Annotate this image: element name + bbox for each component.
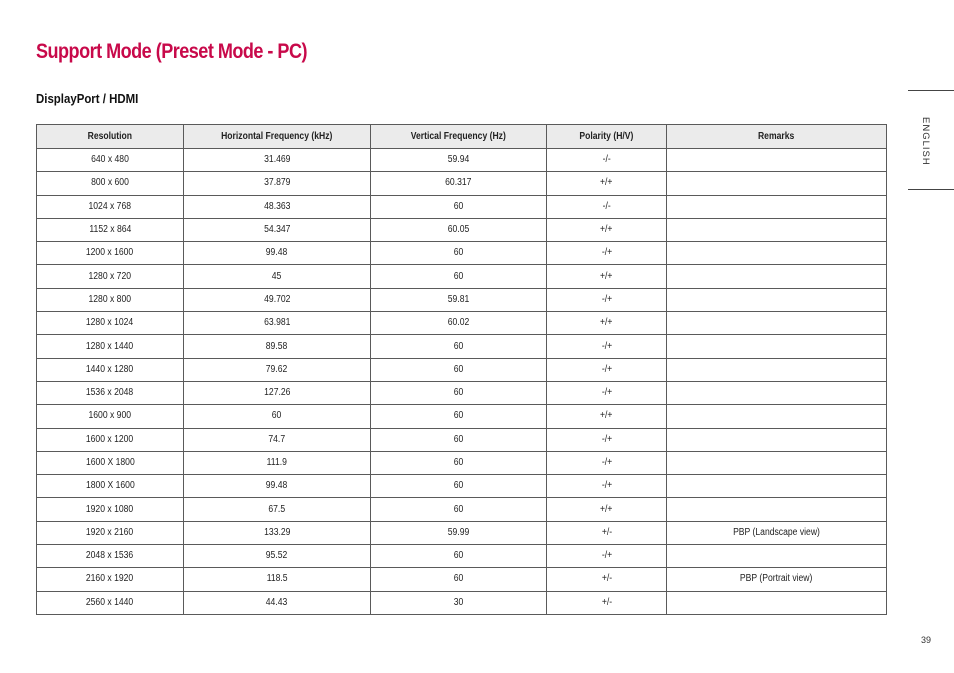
cell-remarks bbox=[667, 381, 887, 404]
cell-resolution: 1280 x 720 bbox=[37, 265, 184, 288]
table-row bbox=[37, 265, 887, 288]
cell-horizontal-frequency: 49.702 bbox=[184, 288, 371, 311]
table-row bbox=[37, 545, 887, 568]
table-row bbox=[37, 335, 887, 358]
cell-horizontal-frequency: 48.363 bbox=[184, 195, 371, 218]
cell-horizontal-frequency: 111.9 bbox=[184, 451, 371, 474]
cell-resolution: 2048 x 1536 bbox=[37, 545, 184, 568]
cell-vertical-frequency: 60 bbox=[371, 568, 547, 591]
language-label: ENGLISH bbox=[920, 117, 931, 166]
cell-remarks: PBP (Portrait view) bbox=[667, 568, 887, 591]
cell-resolution: 640 x 480 bbox=[37, 149, 184, 172]
cell-resolution: 1600 x 1200 bbox=[37, 428, 184, 451]
cell-polarity: -/+ bbox=[547, 545, 667, 568]
cell-polarity: -/+ bbox=[547, 335, 667, 358]
cell-remarks bbox=[667, 405, 887, 428]
cell-remarks bbox=[667, 428, 887, 451]
cell-vertical-frequency: 60 bbox=[371, 335, 547, 358]
cell-vertical-frequency: 60 bbox=[371, 545, 547, 568]
cell-polarity: -/+ bbox=[547, 428, 667, 451]
cell-polarity: -/+ bbox=[547, 242, 667, 265]
table-row bbox=[37, 358, 887, 381]
table-header-row bbox=[37, 125, 887, 149]
cell-remarks bbox=[667, 265, 887, 288]
cell-vertical-frequency: 60 bbox=[371, 451, 547, 474]
table-row bbox=[37, 475, 887, 498]
cell-vertical-frequency: 60.05 bbox=[371, 218, 547, 241]
cell-remarks bbox=[667, 195, 887, 218]
cell-polarity: -/+ bbox=[547, 381, 667, 404]
cell-vertical-frequency: 60 bbox=[371, 265, 547, 288]
cell-polarity: -/- bbox=[547, 149, 667, 172]
cell-remarks bbox=[667, 312, 887, 335]
cell-resolution: 2160 x 1920 bbox=[37, 568, 184, 591]
table-row bbox=[37, 381, 887, 404]
table-row bbox=[37, 172, 887, 195]
cell-polarity: +/+ bbox=[547, 312, 667, 335]
side-rule-bottom bbox=[908, 189, 954, 190]
cell-remarks bbox=[667, 149, 887, 172]
cell-resolution: 1280 x 800 bbox=[37, 288, 184, 311]
cell-horizontal-frequency: 37.879 bbox=[184, 172, 371, 195]
header-resolution: Resolution bbox=[37, 125, 184, 149]
cell-vertical-frequency: 60.317 bbox=[371, 172, 547, 195]
cell-remarks bbox=[667, 591, 887, 614]
cell-polarity: -/+ bbox=[547, 451, 667, 474]
page-title: Support Mode (Preset Mode - PC) bbox=[36, 40, 307, 63]
cell-polarity: +/+ bbox=[547, 265, 667, 288]
header-horizontal-frequency: Horizontal Frequency (kHz) bbox=[184, 125, 371, 149]
section-title: DisplayPort / HDMI bbox=[36, 91, 139, 106]
table-row bbox=[37, 218, 887, 241]
cell-vertical-frequency: 60 bbox=[371, 358, 547, 381]
cell-remarks bbox=[667, 498, 887, 521]
cell-resolution: 1600 X 1800 bbox=[37, 451, 184, 474]
header-polarity: Polarity (H/V) bbox=[547, 125, 667, 149]
cell-polarity: -/+ bbox=[547, 475, 667, 498]
page-number: 39 bbox=[921, 635, 932, 645]
cell-remarks bbox=[667, 288, 887, 311]
cell-remarks bbox=[667, 358, 887, 381]
cell-resolution: 1280 x 1440 bbox=[37, 335, 184, 358]
cell-remarks bbox=[667, 475, 887, 498]
side-rule-top bbox=[908, 90, 954, 91]
support-mode-table bbox=[36, 124, 887, 615]
cell-resolution: 1600 x 900 bbox=[37, 405, 184, 428]
cell-resolution: 1536 x 2048 bbox=[37, 381, 184, 404]
cell-remarks bbox=[667, 242, 887, 265]
table-row bbox=[37, 451, 887, 474]
cell-polarity: +/+ bbox=[547, 172, 667, 195]
table-row bbox=[37, 568, 887, 591]
cell-vertical-frequency: 60 bbox=[371, 405, 547, 428]
cell-polarity: +/- bbox=[547, 521, 667, 544]
cell-remarks: PBP (Landscape view) bbox=[667, 521, 887, 544]
cell-vertical-frequency: 60 bbox=[371, 475, 547, 498]
cell-vertical-frequency: 60 bbox=[371, 381, 547, 404]
cell-horizontal-frequency: 44.43 bbox=[184, 591, 371, 614]
cell-polarity: +/+ bbox=[547, 218, 667, 241]
table-row bbox=[37, 498, 887, 521]
cell-horizontal-frequency: 63.981 bbox=[184, 312, 371, 335]
table-row bbox=[37, 405, 887, 428]
cell-vertical-frequency: 59.81 bbox=[371, 288, 547, 311]
table-row bbox=[37, 312, 887, 335]
table-row bbox=[37, 195, 887, 218]
cell-horizontal-frequency: 31.469 bbox=[184, 149, 371, 172]
cell-horizontal-frequency: 99.48 bbox=[184, 242, 371, 265]
cell-vertical-frequency: 60 bbox=[371, 242, 547, 265]
cell-resolution: 1920 x 1080 bbox=[37, 498, 184, 521]
cell-horizontal-frequency: 54.347 bbox=[184, 218, 371, 241]
cell-remarks bbox=[667, 172, 887, 195]
cell-remarks bbox=[667, 335, 887, 358]
cell-horizontal-frequency: 133.29 bbox=[184, 521, 371, 544]
cell-horizontal-frequency: 99.48 bbox=[184, 475, 371, 498]
table-row bbox=[37, 288, 887, 311]
cell-polarity: -/- bbox=[547, 195, 667, 218]
cell-vertical-frequency: 30 bbox=[371, 591, 547, 614]
table-row bbox=[37, 149, 887, 172]
cell-resolution: 1152 x 864 bbox=[37, 218, 184, 241]
cell-horizontal-frequency: 67.5 bbox=[184, 498, 371, 521]
cell-resolution: 1440 x 1280 bbox=[37, 358, 184, 381]
cell-vertical-frequency: 59.94 bbox=[371, 149, 547, 172]
cell-resolution: 2560 x 1440 bbox=[37, 591, 184, 614]
cell-polarity: +/- bbox=[547, 568, 667, 591]
cell-horizontal-frequency: 127.26 bbox=[184, 381, 371, 404]
cell-remarks bbox=[667, 218, 887, 241]
cell-remarks bbox=[667, 451, 887, 474]
cell-resolution: 800 x 600 bbox=[37, 172, 184, 195]
cell-resolution: 1024 x 768 bbox=[37, 195, 184, 218]
cell-remarks bbox=[667, 545, 887, 568]
cell-polarity: -/+ bbox=[547, 358, 667, 381]
cell-horizontal-frequency: 79.62 bbox=[184, 358, 371, 381]
table-row bbox=[37, 242, 887, 265]
cell-vertical-frequency: 60 bbox=[371, 195, 547, 218]
table-body bbox=[37, 149, 887, 615]
cell-horizontal-frequency: 118.5 bbox=[184, 568, 371, 591]
cell-resolution: 1280 x 1024 bbox=[37, 312, 184, 335]
cell-polarity: -/+ bbox=[547, 288, 667, 311]
cell-vertical-frequency: 60 bbox=[371, 498, 547, 521]
cell-resolution: 1200 x 1600 bbox=[37, 242, 184, 265]
table-row bbox=[37, 591, 887, 614]
cell-horizontal-frequency: 95.52 bbox=[184, 545, 371, 568]
cell-polarity: +/+ bbox=[547, 405, 667, 428]
cell-resolution: 1920 x 2160 bbox=[37, 521, 184, 544]
cell-horizontal-frequency: 60 bbox=[184, 405, 371, 428]
cell-horizontal-frequency: 89.58 bbox=[184, 335, 371, 358]
table-row bbox=[37, 428, 887, 451]
header-vertical-frequency: Vertical Frequency (Hz) bbox=[371, 125, 547, 149]
cell-vertical-frequency: 60 bbox=[371, 428, 547, 451]
cell-resolution: 1800 X 1600 bbox=[37, 475, 184, 498]
cell-horizontal-frequency: 45 bbox=[184, 265, 371, 288]
header-remarks: Remarks bbox=[667, 125, 887, 149]
cell-polarity: +/+ bbox=[547, 498, 667, 521]
table-row bbox=[37, 521, 887, 544]
cell-vertical-frequency: 60.02 bbox=[371, 312, 547, 335]
cell-horizontal-frequency: 74.7 bbox=[184, 428, 371, 451]
cell-vertical-frequency: 59.99 bbox=[371, 521, 547, 544]
cell-polarity: +/- bbox=[547, 591, 667, 614]
